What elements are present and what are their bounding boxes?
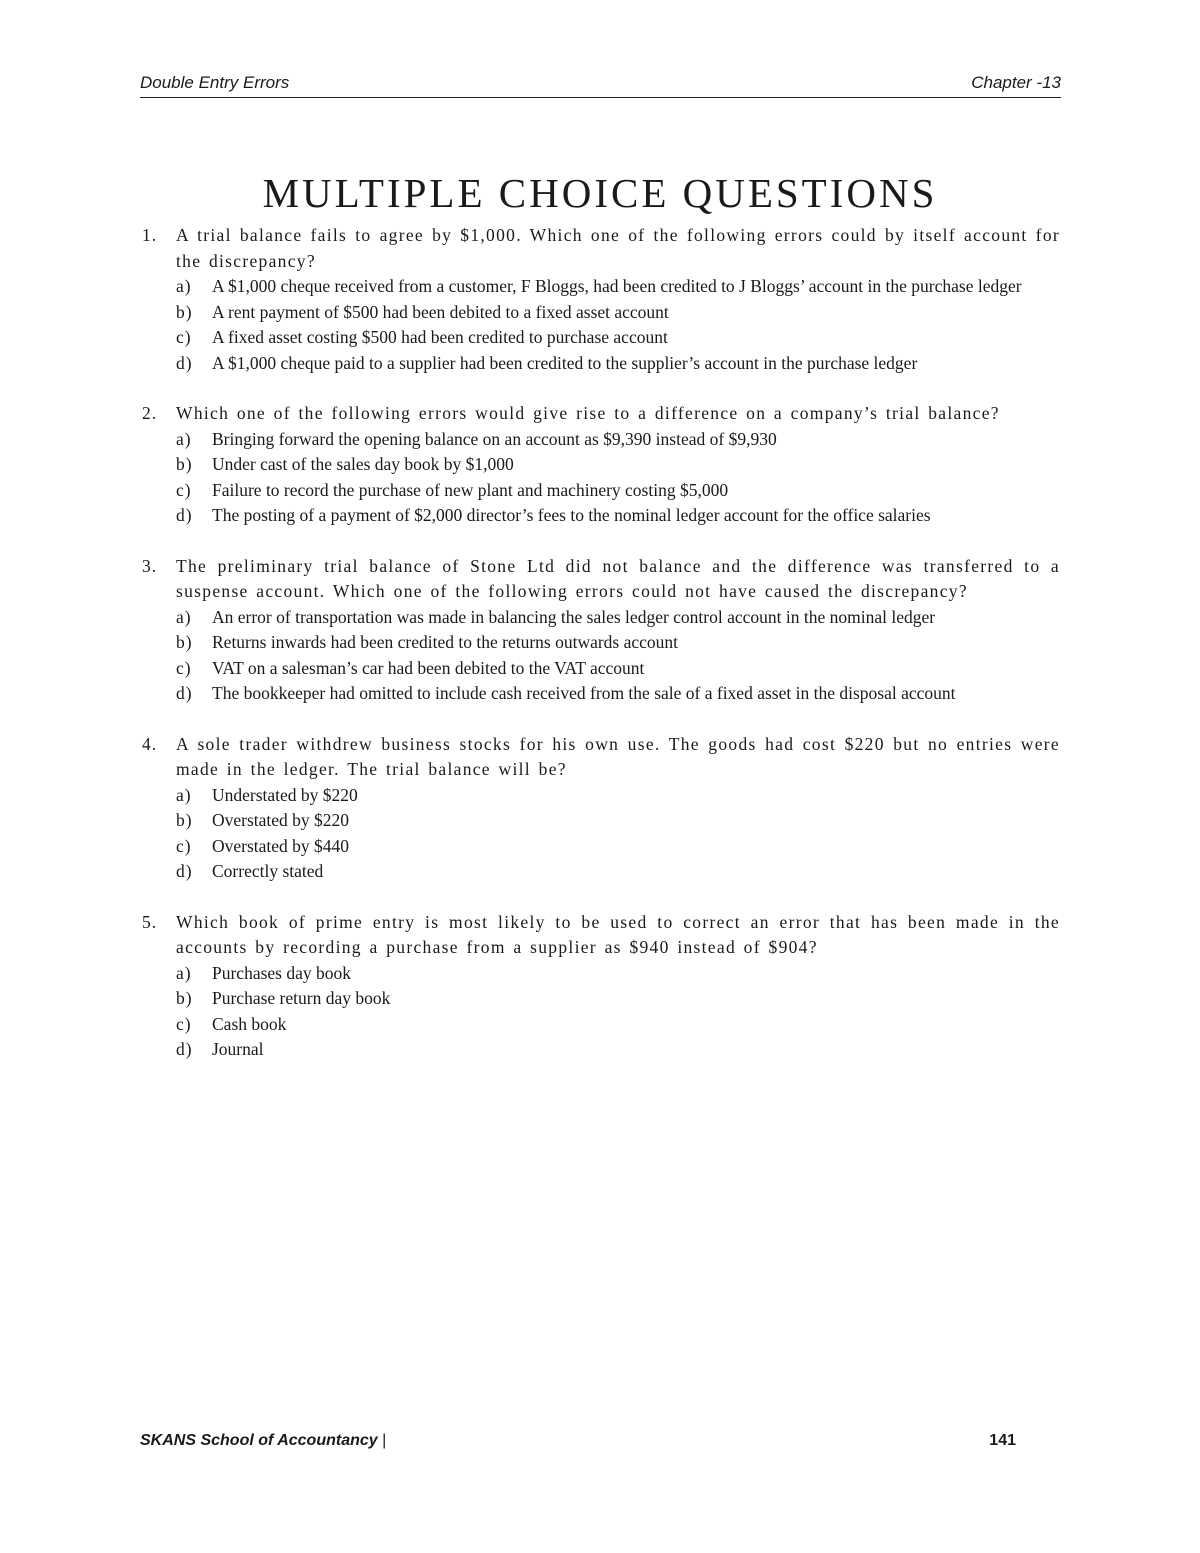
- question-text: Which book of prime entry is most likely to be used to correct an error that has been made in the accounts by recording a purchase from a supplier as $940 instead of $904?: [176, 911, 1060, 957]
- option-c: [176, 478, 1060, 504]
- option-list: [176, 783, 1060, 885]
- option-label: c): [176, 1013, 192, 1034]
- option-label: b): [176, 810, 193, 830]
- option-c: [176, 325, 1060, 351]
- footer-separator: |: [382, 1432, 387, 1449]
- option-list: [176, 427, 1060, 529]
- option-d: [176, 351, 1060, 377]
- option-label: d): [176, 352, 193, 373]
- header-section-title: Double Entry Errors: [140, 73, 290, 92]
- option-d: [176, 681, 1060, 707]
- option-list: [176, 605, 1060, 707]
- option-a: [176, 961, 1060, 987]
- option-label: d): [176, 861, 193, 881]
- option-label: d): [176, 683, 193, 703]
- question-number: 5.: [142, 911, 158, 932]
- option-label: a): [176, 962, 192, 983]
- option-text: Journal: [212, 1039, 264, 1059]
- page-number: 141: [989, 1432, 1016, 1449]
- option-text: Understated by $220: [212, 784, 358, 805]
- option-label: b): [176, 454, 193, 474]
- page-header: [140, 71, 1061, 98]
- option-text: Cash book: [212, 1013, 287, 1034]
- option-text: An error of transportation was made in balancing the sales ledger control account in the nominal ledger: [212, 606, 936, 627]
- option-d: [176, 1037, 1060, 1063]
- option-text: Returns inwards had been credited to the returns outwards account: [212, 632, 679, 652]
- question-number: 4.: [142, 733, 158, 754]
- footer-school-name: [140, 1432, 386, 1450]
- question-text: Which one of the following errors would give rise to a difference on a company’s trial balance?: [176, 403, 1000, 423]
- option-text: A $1,000 cheque received from a customer, F Bloggs, had been credited to J Bloggs’ account in the purchase ledger: [212, 276, 1022, 296]
- option-d: [176, 859, 1060, 885]
- question-4: [140, 732, 1060, 885]
- option-label: c): [176, 327, 192, 347]
- option-text: Overstated by $220: [212, 810, 350, 830]
- question-number: 1.: [142, 225, 158, 245]
- option-c: [176, 656, 1060, 682]
- question-number: 2.: [142, 403, 158, 423]
- option-b: [176, 630, 1060, 656]
- option-text: A fixed asset costing $500 had been credited to purchase account: [212, 327, 668, 347]
- option-list: [176, 274, 1060, 376]
- option-text: Under cast of the sales day book by $1,000: [212, 454, 514, 474]
- question-number: 3.: [142, 555, 158, 576]
- option-text: A $1,000 cheque paid to a supplier had been credited to the supplier’s account in the purchase ledger: [212, 352, 918, 373]
- option-label: b): [176, 632, 193, 652]
- option-text: A rent payment of $500 had been debited to a fixed asset account: [212, 301, 669, 322]
- option-label: d): [176, 1039, 193, 1059]
- option-text: The bookkeeper had omitted to include cash received from the sale of a fixed asset in the disposal account: [212, 683, 956, 703]
- page-title: MULTIPLE CHOICE QUESTIONS: [262, 170, 938, 217]
- option-label: a): [176, 606, 192, 627]
- option-label: a): [176, 784, 192, 805]
- option-c: [176, 834, 1060, 860]
- option-a: [176, 605, 1060, 631]
- question-5: [140, 910, 1060, 1063]
- option-label: a): [176, 428, 192, 449]
- option-a: [176, 427, 1060, 453]
- option-text: Purchase return day book: [212, 988, 391, 1008]
- option-label: c): [176, 657, 192, 678]
- option-text: The posting of a payment of $2,000 director’s fees to the nominal ledger account for the office salaries: [212, 505, 931, 525]
- option-label: b): [176, 301, 193, 322]
- option-text: Purchases day book: [212, 962, 352, 983]
- option-text: Bringing forward the opening balance on an account as $9,390 instead of $9,930: [212, 428, 777, 449]
- question-text: A sole trader withdrew business stocks for his own use. The goods had cost $220 but no entries were made in the ledger. The trial balance will be?: [176, 733, 1060, 779]
- option-a: [176, 783, 1060, 809]
- question-3: [140, 554, 1060, 707]
- option-label: c): [176, 479, 192, 500]
- footer-school-text: SKANS School of Accountancy: [140, 1432, 378, 1449]
- question-list: [140, 223, 1060, 1088]
- question-text: The preliminary trial balance of Stone Ltd did not balance and the difference was transferred to a suspense account. Which one of the following errors could not have caused the discrepancy?: [176, 555, 1060, 601]
- option-c: [176, 1012, 1060, 1038]
- option-b: [176, 808, 1060, 834]
- option-b: [176, 300, 1060, 326]
- option-a: [176, 274, 1060, 300]
- option-d: [176, 503, 1060, 529]
- header-chapter: Chapter -13: [971, 73, 1061, 92]
- question-2: [140, 401, 1060, 529]
- option-text: Failure to record the purchase of new plant and machinery costing $5,000: [212, 479, 729, 500]
- option-b: [176, 986, 1060, 1012]
- page-footer: [140, 1432, 1020, 1454]
- option-text: Correctly stated: [212, 861, 324, 881]
- option-label: b): [176, 988, 193, 1008]
- option-label: c): [176, 835, 192, 856]
- option-text: Overstated by $440: [212, 835, 350, 856]
- question-1: [140, 223, 1060, 376]
- option-list: [176, 961, 1060, 1063]
- option-label: d): [176, 505, 193, 525]
- option-b: [176, 452, 1060, 478]
- option-text: VAT on a salesman’s car had been debited to the VAT account: [212, 657, 645, 678]
- question-text: A trial balance fails to agree by $1,000. Which one of the following errors could by itself account for the discrepancy?: [176, 225, 1060, 271]
- option-label: a): [176, 276, 192, 296]
